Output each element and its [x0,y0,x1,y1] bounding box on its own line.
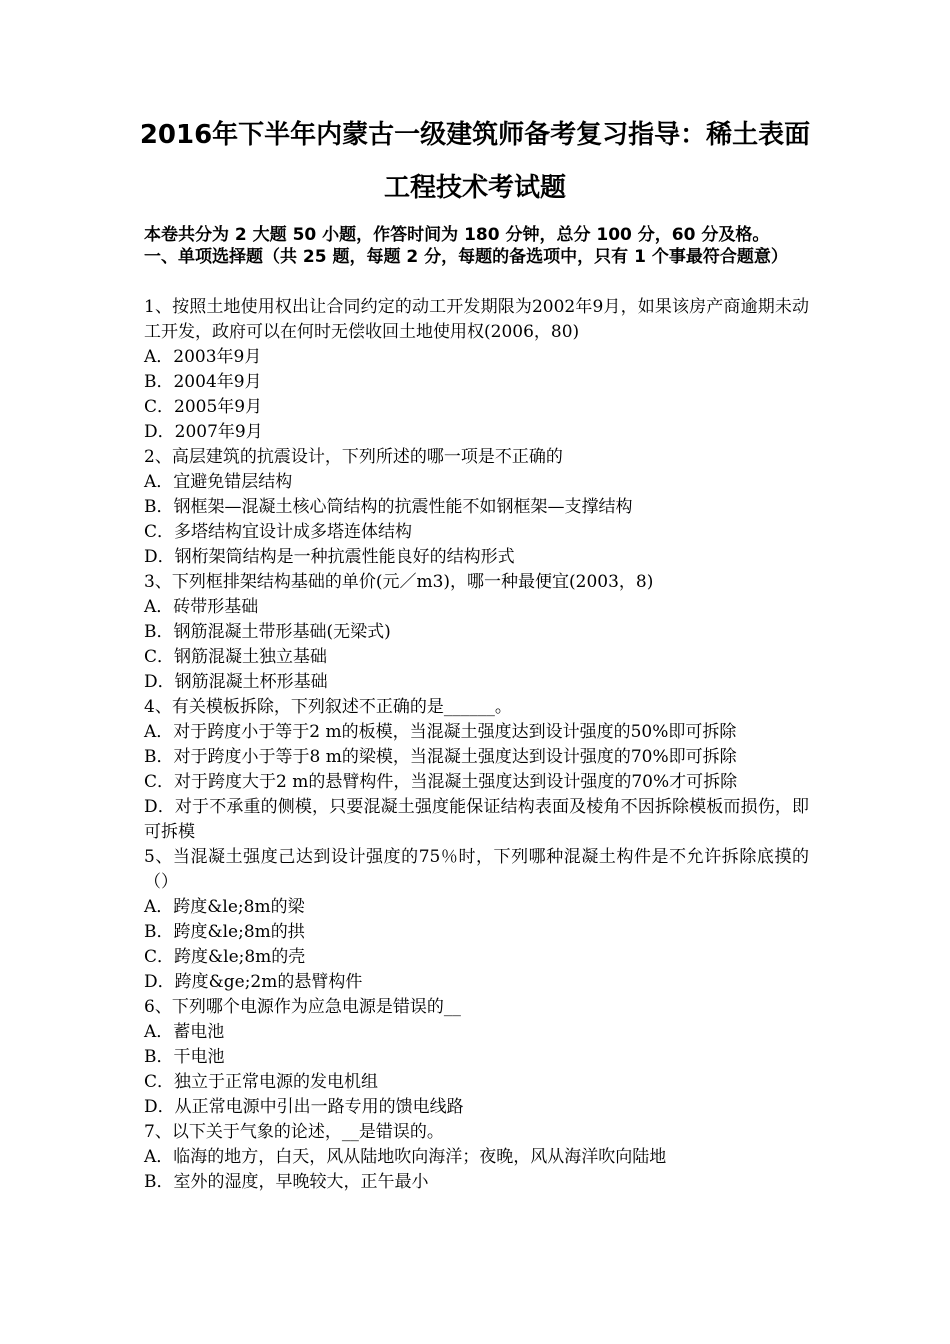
answer-option: A．2003年9月 [144,347,262,367]
answer-option: A．跨度&le;8m的梁 [144,897,305,917]
question-stem: 3、下列框排架结构基础的单价(元／m3)，哪一种最便宜(2003，8) [144,572,654,592]
answer-option: B．跨度&le;8m的拱 [144,922,305,942]
question-stem: 7、以下关于气象的论述，__是错误的。 [144,1122,444,1142]
answer-option: B．2004年9月 [144,372,262,392]
answer-option: B．钢框架—混凝土核心筒结构的抗震性能不如钢框架—支撑结构 [144,497,633,517]
question [144,295,809,445]
answer-option: B．室外的湿度，早晚较大，正午最小 [144,1172,429,1192]
question [144,845,809,995]
answer-option: C．跨度&le;8m的壳 [144,947,306,967]
answer-option: B．钢筋混凝土带形基础(无梁式) [144,622,391,642]
answer-option: C．独立于正常电源的发电机组 [144,1072,379,1092]
question-stem: 1、按照土地使用权出让合同约定的动工开发期限为2002年9月，如果该房产商逾期未动工开发，政府可以在何时无偿收回土地使用权(2006，80) [144,297,809,342]
answer-option: D．跨度&ge;2m的悬臂构件 [144,972,363,992]
question [144,995,809,1120]
question-stem: 6、下列哪个电源作为应急电源是错误的__ [144,997,461,1017]
answer-option: D．2007年9月 [144,422,263,442]
question-stem: 2、高层建筑的抗震设计，下列所述的哪一项是不正确的 [144,447,563,467]
answer-option: D．钢筋混凝土杯形基础 [144,672,328,692]
question [144,445,809,570]
answer-option: B．干电池 [144,1047,225,1067]
answer-option: A．砖带形基础 [144,597,259,617]
answer-option: A．对于跨度小于等于2 m的板模，当混凝土强度达到设计强度的50%即可拆除 [144,722,737,742]
answer-option: A．宜避免错层结构 [144,472,293,492]
answer-option: D．从正常电源中引出一路专用的馈电线路 [144,1097,464,1117]
document-title-line-2: 工程技术考试题 [383,173,566,203]
answer-option: A．蓄电池 [144,1022,225,1042]
exam-instructions [144,224,824,290]
document-title-line-1: 2016年下半年内蒙古一级建筑师备考复习指导：稀土表面 [139,120,811,150]
answer-option: D．钢桁架筒结构是一种抗震性能良好的结构形式 [144,547,515,567]
answer-option: A．临海的地方，白天，风从陆地吹向海洋；夜晚，风从海洋吹向陆地 [144,1147,667,1167]
answer-option: C．钢筋混凝土独立基础 [144,647,328,667]
question-stem: 4、有关模板拆除，下列叙述不正确的是______。 [144,697,512,717]
question [144,1120,809,1195]
question [144,695,809,845]
section-heading: 一、单项选择题（共 25 题，每题 2 分，每题的备选项中，只有 1 个事最符合题意） [144,247,788,267]
question-stem: 5、当混凝土强度己达到设计强度的75％时，下列哪种混凝土构件是不允许拆除底摸的（） [144,847,809,892]
answer-option: C．2005年9月 [144,397,263,417]
answer-option: B．对于跨度小于等于8 m的梁模，当混凝土强度达到设计强度的70%即可拆除 [144,747,737,767]
question-list [144,295,809,1195]
question [144,570,809,695]
answer-option: C．多塔结构宜设计成多塔连体结构 [144,522,413,542]
answer-option: C．对于跨度大于2 m的悬臂构件，当混凝土强度达到设计强度的70%才可拆除 [144,772,738,792]
answer-option: D．对于不承重的侧模，只要混凝土强度能保证结构表面及棱角不因拆除模板而损伤，即可拆模 [144,797,809,842]
exam-summary: 本卷共分为 2 大题 50 小题，作答时间为 180 分钟，总分 100 分，60 分及格。 [144,225,770,245]
